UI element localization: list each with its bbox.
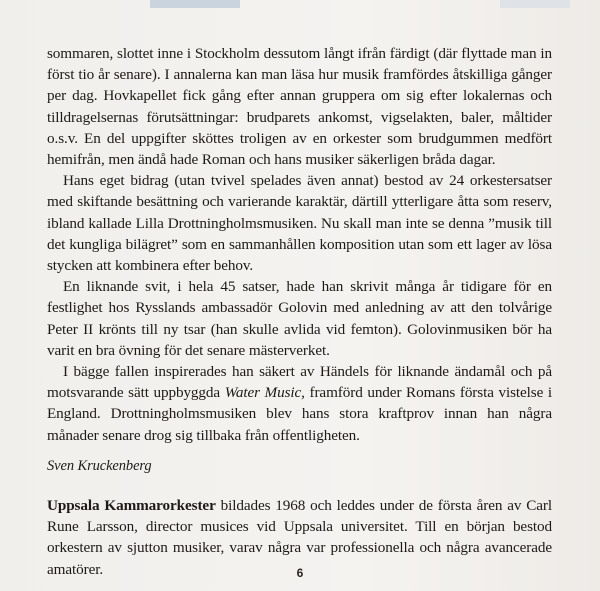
orchestra-text: bildades 1968 och leddes under de första åren av Carl Rune Larsson, director musices vid Uppsala universitet. Till en början bestod orkestern av sjutton musiker, varav några var professionella och några avancerade amatörer. [47,497,552,578]
essay-text [47,43,552,477]
paragraph-1: sommaren, slottet inne i Stockholm dessutom långt ifrån färdigt (där flyttade man in först tio år senare). I annalerna kan man läsa hur musik framfördes åtskilliga gånger per dag. Hovkapellet fick gång efter annan gruppera om sig efter lokalernas och tilldragelsernas förutsättningar: brudparets ankomst, vigselakten, baler, måltider o.s.v. En del uppgifter sköttes troligen av en orkester som brudgummen medfört hemifrån, men ändå hade Roman och hans musiker säkerligen bråda dagar. [47,45,552,169]
paragraph-4 [47,361,552,446]
paragraph-3: En liknande svit, i hela 45 satser, hade han skrivit många år tidigare för en festlighet hos Rysslands ambassadör Golovin med anledning av att den tolvårige Peter II krönts till ny tsar (han skulle avlida vid femton). Golovinmusiken bör ha varit en bra övning för det senare mästerverket. [47,278,552,359]
page-number: 6 [296,566,304,580]
paragraph-4-after: framförd under Romans första vistelse i England. Drottningholmsmusiken blev hans stora kraftprov innan han några månader senare drog sig tillbaka från offentligheten. [47,384,552,444]
top-edge-decoration [150,0,240,8]
paragraph-2: Hans eget bidrag (utan tvivel spelades även annat) bestod av 24 orkestersatser med skiftande besättning och varierande karaktär, därtill ytterligare åtta som reserv, ibland kallade Lilla Drottningholmsmusiken. Nu skall man inte se denna ”musik till det kungliga bilägret” som en sammanhållen komposition utan som ett lager av lösa stycken att kombinera efter behov. [47,172,552,275]
top-edge-decoration-right [500,0,570,8]
orchestra-name: Uppsala Kammarorkester [47,497,216,514]
paragraph-4-before: I bägge fallen inspirerades han säkert av Händels för liknande ändamål och på motsvarande sätt uppbyggda [47,363,552,402]
author-signature: Sven Kruckenberg [47,457,152,474]
paragraph-4-work-title: Water Music, [224,384,305,402]
